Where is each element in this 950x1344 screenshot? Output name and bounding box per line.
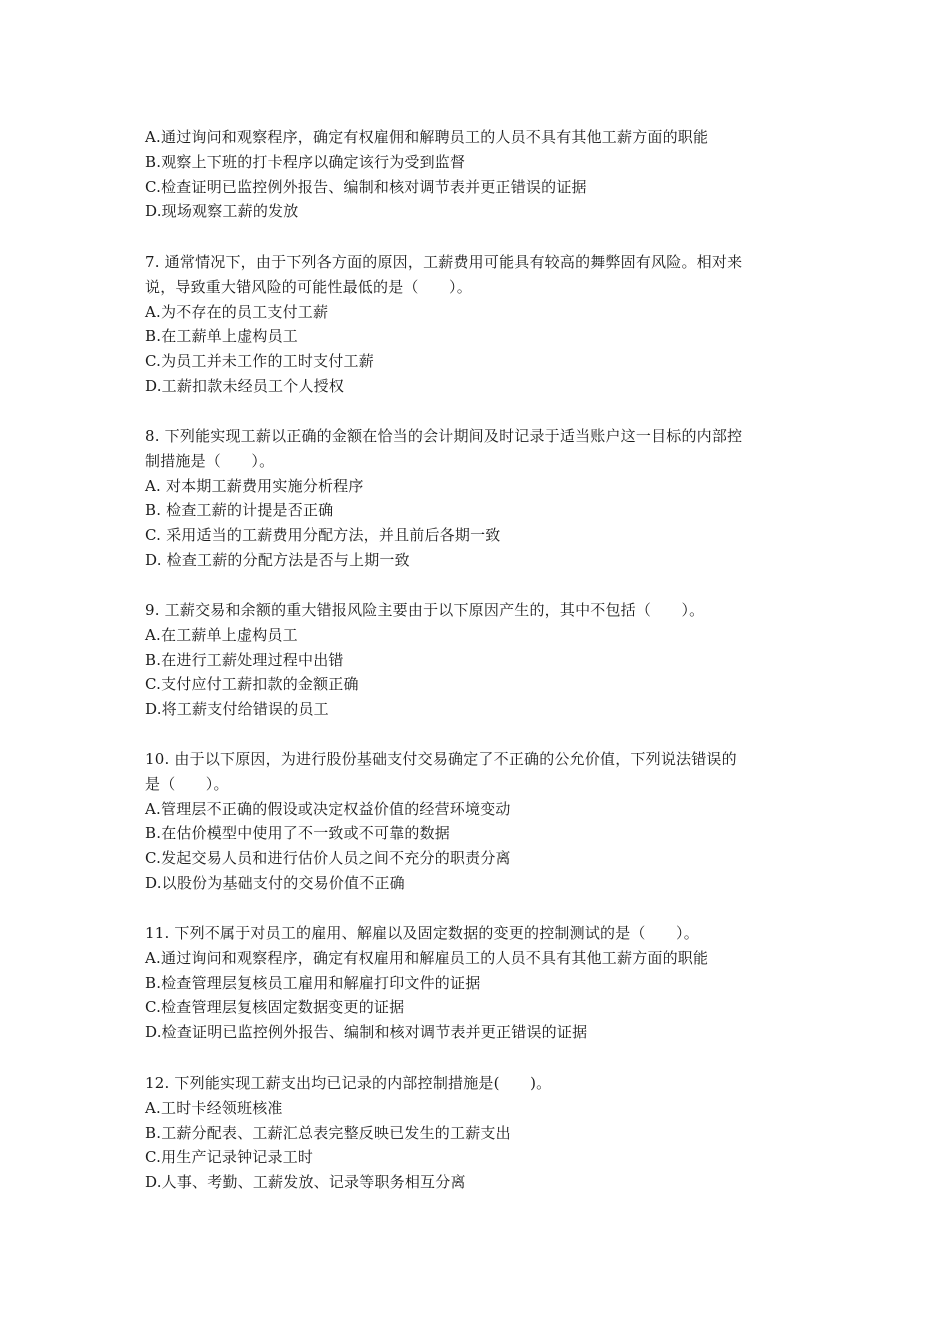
option-a: A.为不存在的员工支付工薪 <box>145 302 329 321</box>
option-c: C.发起交易人员和进行估价人员之间不充分的职责分离 <box>145 849 511 868</box>
question-stem-line-1: 8. 下列能实现工薪以正确的金额在恰当的会计期间及时记录于适当账户这一目标的内部控 <box>145 427 743 445</box>
option-b: B.在工薪单上虚构员工 <box>145 327 298 346</box>
question-stem-line-1: 9. 工薪交易和余额的重大错报风险主要由于以下原因产生的，其中不包括（ ）。 <box>145 601 705 619</box>
option-b: B. 检查工薪的计提是否正确 <box>145 501 334 520</box>
option-d: D. 检查工薪的分配方法是否与上期一致 <box>145 550 410 569</box>
option-b: B.检查管理层复核员工雇用和解雇打印文件的证据 <box>145 973 481 992</box>
option-a: A.管理层不正确的假设或决定权益价值的经营环境变动 <box>145 799 511 818</box>
option-c: C.检查证明已监控例外报告、编制和核对调节表并更正错误的证据 <box>145 177 587 196</box>
option-c: C.检查管理层复核固定数据变更的证据 <box>145 998 405 1017</box>
option-b: B.在估价模型中使用了不一致或不可靠的数据 <box>145 824 450 843</box>
option-a: A.通过询问和观察程序，确定有权雇用和解雇员工的人员不具有其他工薪方面的职能 <box>145 948 709 967</box>
option-b: B.工薪分配表、工薪汇总表完整反映已发生的工薪支出 <box>145 1123 511 1142</box>
question-9 <box>145 598 815 722</box>
option-c: C. 采用适当的工薪费用分配方法，并且前后各期一致 <box>145 526 501 545</box>
option-b: B.观察上下班的打卡程序以确定该行为受到监督 <box>145 152 466 171</box>
question-stem-line-2: 说，导致重大错风险的可能性最低的是（ ）。 <box>145 277 472 296</box>
option-d: D.人事、考勤、工薪发放、记录等职务相互分离 <box>145 1173 466 1192</box>
option-c: C.支付应付工薪扣款的金额正确 <box>145 675 359 694</box>
question-stem-line-1: 7. 通常情况下，由于下列各方面的原因，工薪费用可能具有较高的舞弊固有风险。相对来 <box>145 253 743 271</box>
question-stem-line-2: 是（ ）。 <box>145 774 229 793</box>
option-d: D.现场观察工薪的发放 <box>145 202 299 221</box>
option-c: C.为员工并未工作的工时支付工薪 <box>145 352 374 371</box>
question-8 <box>145 424 815 573</box>
option-d: D.检查证明已监控例外报告、编制和核对调节表并更正错误的证据 <box>145 1023 588 1042</box>
option-a: A.在工薪单上虚构员工 <box>145 625 298 644</box>
option-c: C.用生产记录钟记录工时 <box>145 1148 314 1167</box>
question-stem-line-1: 11. 下列不属于对员工的雇用、解雇以及固定数据的变更的控制测试的是（ ）。 <box>145 924 699 942</box>
option-b: B.在进行工薪处理过程中出错 <box>145 650 344 669</box>
option-a: A. 对本期工薪费用实施分析程序 <box>145 476 364 495</box>
question-stem-line-2: 制措施是（ ）。 <box>145 451 275 470</box>
option-a: A.通过询问和观察程序，确定有权雇佣和解聘员工的人员不具有其他工薪方面的职能 <box>145 128 709 146</box>
option-d: D.将工薪支付给错误的员工 <box>145 700 329 719</box>
option-d: D.工薪扣款未经员工个人授权 <box>145 376 345 395</box>
question-10 <box>145 747 815 896</box>
option-a: A.工时卡经领班核准 <box>145 1098 283 1117</box>
question-11 <box>145 921 815 1045</box>
question-stem-line-1: 10. 由于以下原因，为进行股份基础支付交易确定了不正确的公允价值，下列说法错误的 <box>145 750 737 768</box>
question-7 <box>145 250 815 399</box>
question-12 <box>145 1071 815 1195</box>
option-d: D.以股份为基础支付的交易价值不正确 <box>145 873 405 892</box>
question-6-options <box>145 125 815 224</box>
question-stem-line-1: 12. 下列能实现工薪支出均已记录的内部控制措施是( )。 <box>145 1074 552 1092</box>
